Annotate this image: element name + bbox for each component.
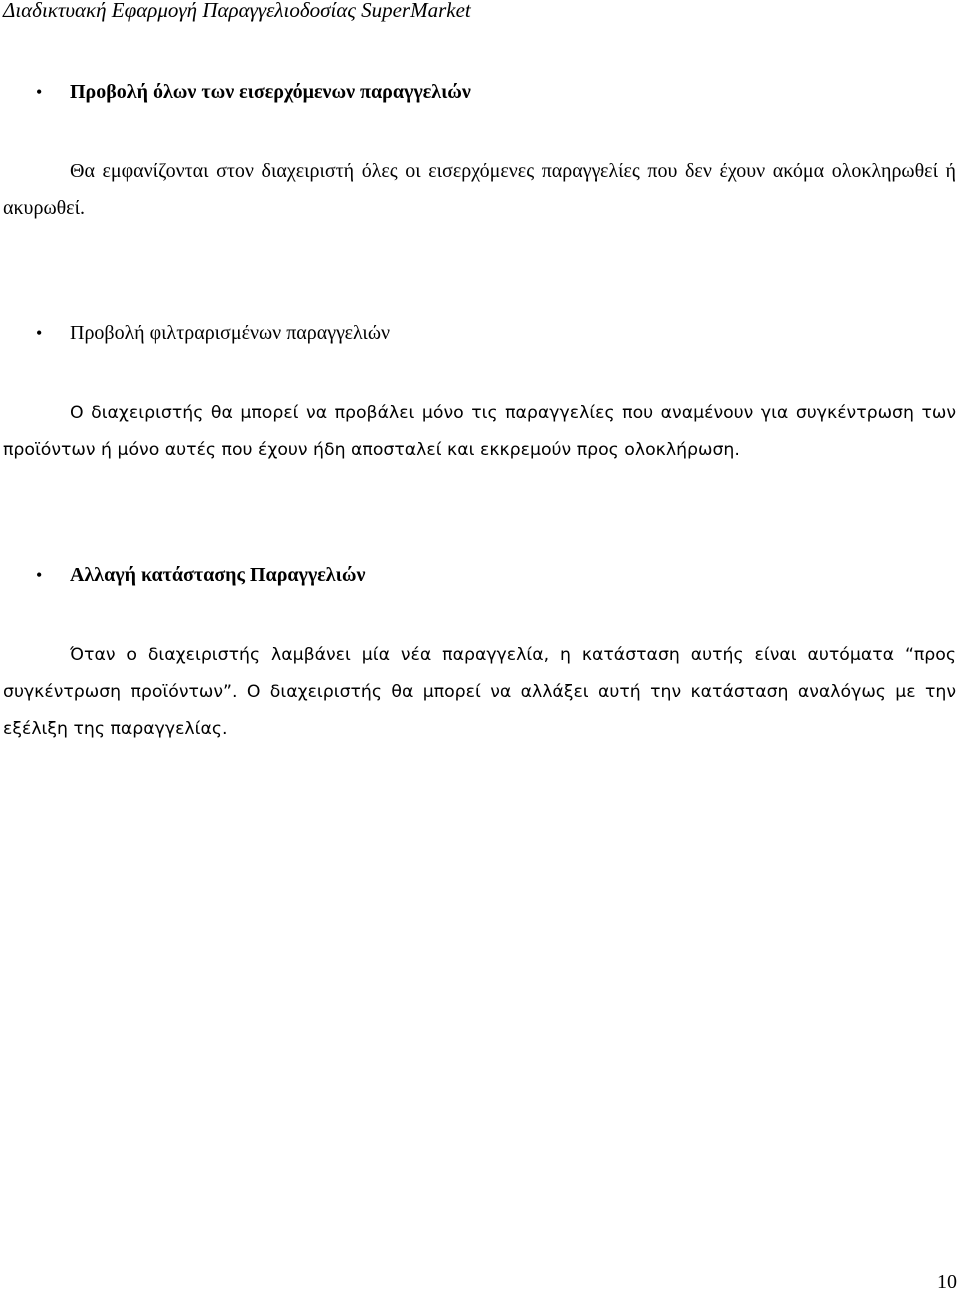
section-heading-filtered-orders: Προβολή φιλτραρισμένων παραγγελιών <box>70 322 391 344</box>
section-paragraph: Θα εμφανίζονται στον διαχειριστή όλες οι εισερχόμενες παραγγελίες που δεν έχουν ακόμα ολοκληρωθεί ή ακυρωθεί. <box>3 160 956 219</box>
bullet-icon: • <box>36 565 43 585</box>
page-number: 10 <box>937 1271 957 1293</box>
section-heading-all-orders: Προβολή όλων των εισερχόμενων παραγγελιών <box>70 81 471 103</box>
section-body-all-orders <box>3 153 956 227</box>
section-paragraph: Όταν ο διαχειριστής λαμβάνει μία νέα παραγγελία, η κατάσταση αυτής είναι αυτόματα “προς συγκέντρωση προϊόντων”. Ο διαχειριστής θα μπορεί να αλλάξει αυτή την κατάσταση αναλόγως με την εξέλιξη της παραγγελίας. <box>3 645 956 739</box>
section-body-order-status <box>3 637 956 748</box>
bullet-icon: • <box>36 82 43 102</box>
bullet-icon: • <box>36 323 43 343</box>
section-paragraph: Ο διαχειριστής θα μπορεί να προβάλει μόνο τις παραγγελίες που αναμένουν για συγκέντρωση των προϊόντων ή μόνο αυτές που έχουν ήδη αποσταλεί και εκκρεμούν προς ολοκλήρωση. <box>3 403 956 460</box>
section-body-filtered-orders <box>3 395 956 469</box>
document-header-title: Διαδικτυακή Εφαρμογή Παραγγελιοδοσίας SuperMarket <box>3 0 471 22</box>
section-heading-order-status: Αλλαγή κατάστασης Παραγγελιών <box>70 564 366 586</box>
